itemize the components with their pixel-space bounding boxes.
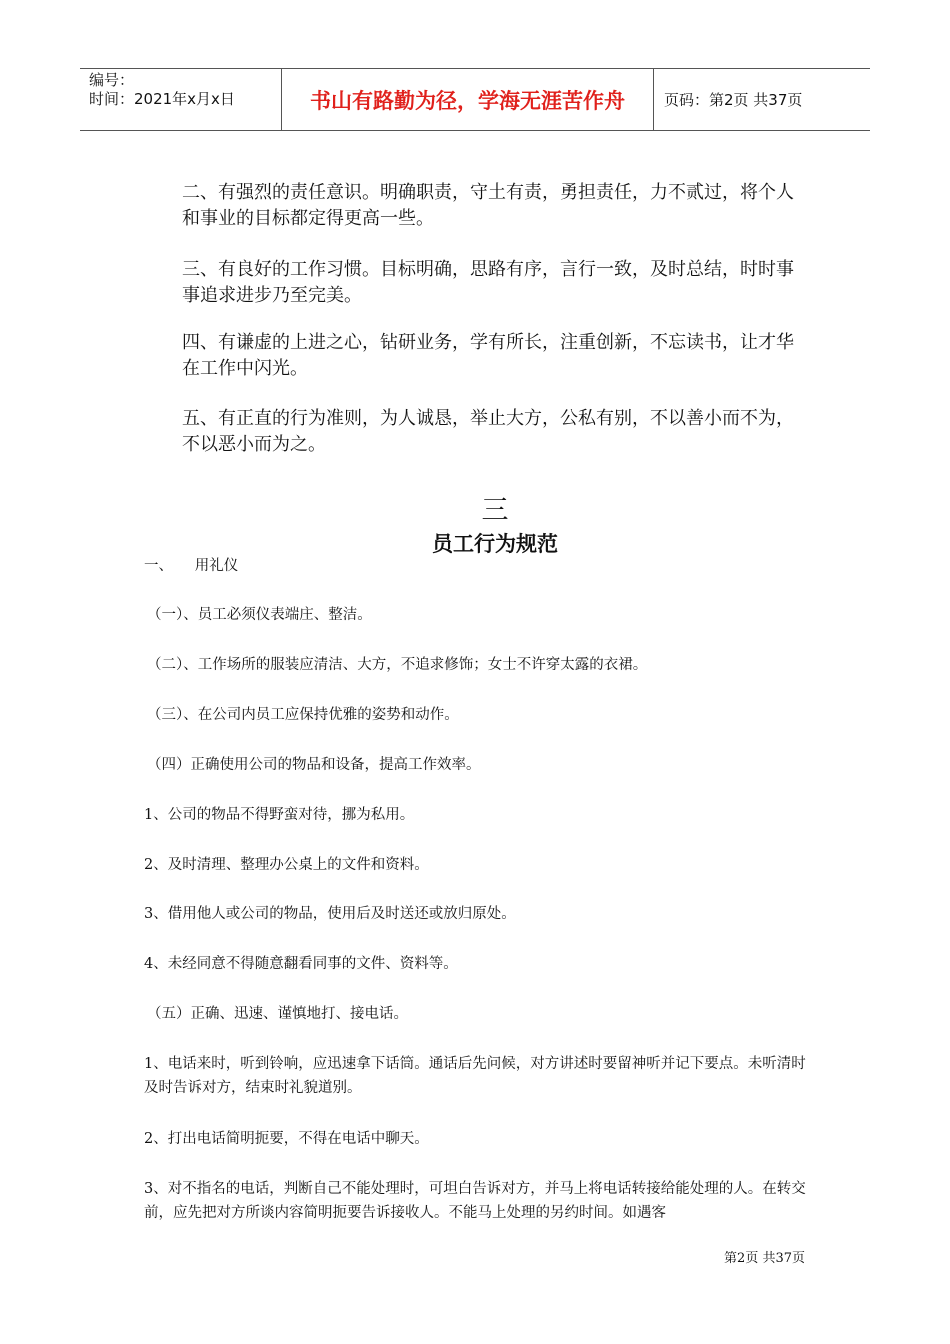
page-footer: 第2页 共37页 — [724, 1251, 805, 1266]
list-item: （五）正确、迅速、谨慎地打、接电话。 — [147, 1006, 408, 1022]
section-number: 三 — [481, 495, 509, 526]
list-item: （三）、在公司内员工应保持优雅的姿势和动作。 — [147, 707, 459, 723]
list-item: 1、电话来时，听到铃响，应迅速拿下话筒。通话后先问候，对方讲述时要留神听并记下要点。未听清时及时告诉对方，结束时礼貌道别。 — [144, 1056, 806, 1096]
list-item: 3、借用他人或公司的物品，使用后及时送还或放归原处。 — [144, 906, 516, 922]
number-label: 编号： — [89, 71, 135, 89]
time-label: 时间：2021年x月x日 — [89, 90, 235, 108]
list-item: 2、打出电话简明扼要，不得在电话中聊天。 — [144, 1131, 429, 1147]
list-item: （四）正确使用公司的物品和设备，提高工作效率。 — [147, 757, 481, 773]
list-item: 3、对不指名的电话，判断自己不能处理时，可坦白告诉对方，并马上将电话转接给能处理的人。在转交前，应先把对方所谈内容简明扼要告诉接收人。不能马上处理的另约时间。如遇客 — [144, 1181, 806, 1221]
list-item: 1、公司的物品不得野蛮对待，挪为私用。 — [144, 807, 415, 823]
paragraph-3: 三、有良好的工作习惯。目标明确，思路有序，言行一致，及时总结，时时事事追求进步乃至完美。 — [182, 259, 794, 306]
list-item: 2、及时清理、整理办公桌上的文件和资料。 — [144, 857, 429, 873]
list-item: （一）、员工必须仪表端庄、整洁。 — [147, 607, 372, 623]
header-motto: 书山有路勤为径，学海无涯苦作舟 — [282, 69, 654, 130]
list-item: 4、未经同意不得随意翻看同事的文件、资料等。 — [144, 956, 458, 972]
list-item: （二）、工作场所的服装应清洁、大方，不追求修饰；女士不许穿太露的衣裙。 — [147, 657, 648, 673]
section-title: 员工行为规范 — [432, 532, 558, 556]
paragraph-4: 四、有谦虚的上进之心，钻研业务，学有所长，注重创新，不忘读书，让才华在工作中闪光。 — [182, 332, 794, 379]
paragraph-5: 五、有正直的行为准则，为人诚恳，举止大方，公私有别，不以善小而不为，不以恶小而为之。 — [182, 408, 794, 455]
header-page-label: 页码：第2页 共37页 — [664, 91, 803, 109]
header-info — [80, 69, 282, 130]
paragraph-2: 二、有强烈的责任意识。明确职责，守土有责，勇担责任，力不贰过，将个人和事业的目标都定得更高一些。 — [182, 182, 794, 229]
page-header — [80, 68, 870, 131]
list-item: 一、 用礼仪 — [144, 558, 239, 574]
